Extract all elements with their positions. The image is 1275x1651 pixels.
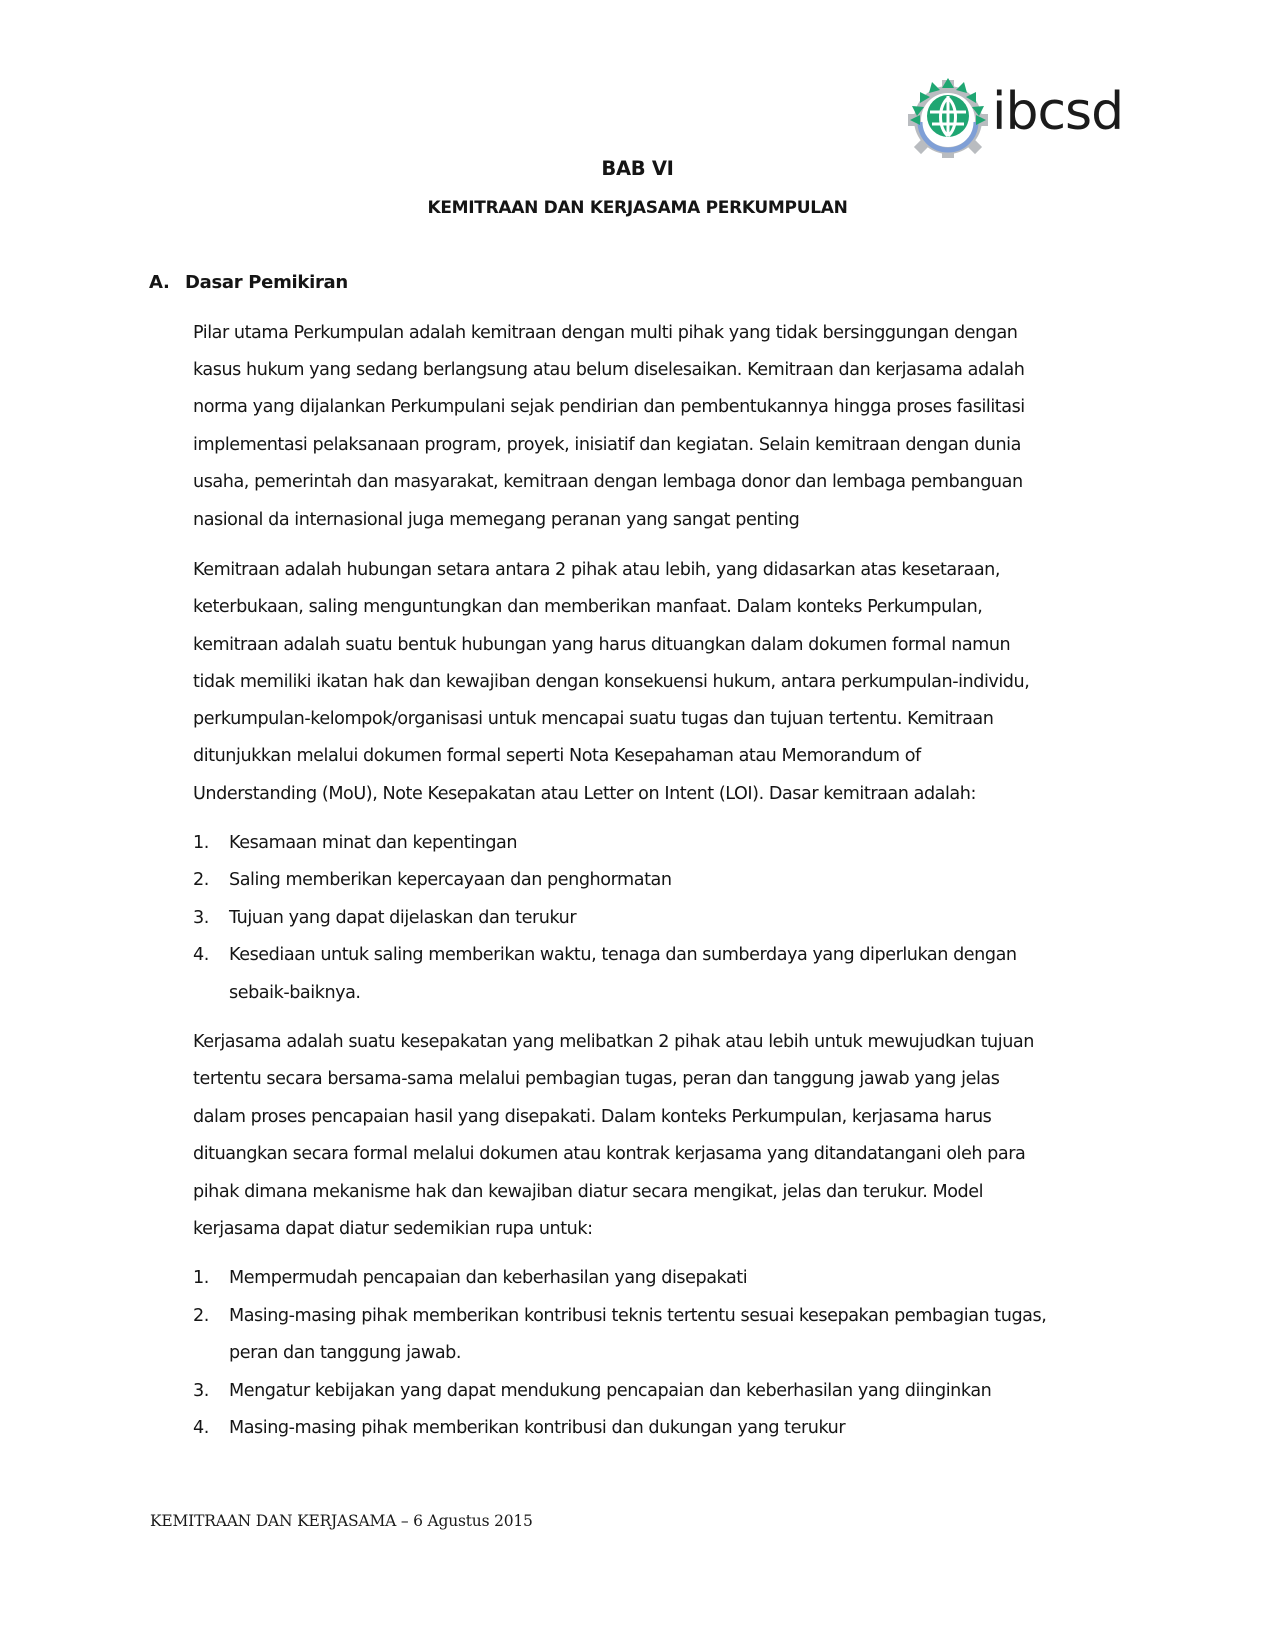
paragraph-line: Understanding (MoU), Note Kesepakatan atau Letter on Intent (LOI). Dasar kemitraan adalah:	[193, 784, 976, 804]
paragraph-line: tertentu secara bersama-sama melalui pembagian tugas, peran dan tanggung jawab yang jelas	[193, 1069, 1000, 1089]
list-item: Masing-masing pihak memberikan kontribusi dan dukungan yang terukur	[229, 1418, 846, 1438]
ibcsd-emblem-icon	[904, 70, 994, 160]
paragraph-line: pihak dimana mekanisme hak dan kewajiban diatur secara mengikat, jelas dan terukur. Model	[193, 1182, 984, 1202]
paragraph-line: perkumpulan-kelompok/organisasi untuk mencapai suatu tugas dan tujuan tertentu. Kemitraan	[193, 709, 994, 729]
paragraph-line: Kerjasama adalah suatu kesepakatan yang melibatkan 2 pihak atau lebih untuk mewujudkan tujuan	[193, 1032, 1034, 1052]
paragraph-line: norma yang dijalankan Perkumpulani sejak pendirian dan pembentukannya hingga proses fasilitasi	[193, 397, 1025, 417]
list-number: 3.	[193, 1381, 209, 1401]
list-item: Kesamaan minat dan kepentingan	[229, 833, 518, 853]
paragraph-line: nasional da internasional juga memegang peranan yang sangat penting	[193, 510, 800, 530]
list-number: 1.	[193, 1268, 209, 1288]
paragraph-line: ditunjukkan melalui dokumen formal seperti Nota Kesepahaman atau Memorandum of	[193, 746, 921, 766]
paragraph-line: implementasi pelaksanaan program, proyek, inisiatif dan kegiatan. Selain kemitraan dengan dunia	[193, 435, 1021, 455]
list-item: Kesediaan untuk saling memberikan waktu, tenaga dan sumberdaya yang diperlukan dengan	[229, 945, 1017, 965]
chapter-title: BAB VI	[601, 157, 674, 180]
section-heading: Dasar Pemikiran	[185, 272, 348, 293]
paragraph-line: kemitraan adalah suatu bentuk hubungan yang harus dituangkan dalam dokumen formal namun	[193, 635, 1011, 655]
list-number: 1.	[193, 833, 209, 853]
ibcsd-logo	[904, 70, 1124, 160]
paragraph-line: keterbukaan, saling menguntungkan dan memberikan manfaat. Dalam konteks Perkumpulan,	[193, 597, 983, 617]
list-item: Masing-masing pihak memberikan kontribusi teknis tertentu sesuai kesepakan pembagian tugas,	[229, 1306, 1047, 1326]
list-item-continuation: sebaik-baiknya.	[229, 983, 361, 1003]
logo-wordmark: ibcsd	[992, 82, 1124, 142]
list-number: 4.	[193, 1418, 209, 1438]
chapter-subtitle: KEMITRAAN DAN KERJASAMA PERKUMPULAN	[427, 198, 848, 218]
list-number: 4.	[193, 945, 209, 965]
paragraph-line: Kemitraan adalah hubungan setara antara 2 pihak atau lebih, yang didasarkan atas kesetaraan,	[193, 560, 1001, 580]
list-item: Mempermudah pencapaian dan keberhasilan yang disepakati	[229, 1268, 748, 1288]
list-item-continuation: peran dan tanggung jawab.	[229, 1343, 462, 1363]
page-footer: KEMITRAAN DAN KERJASAMA – 6 Agustus 2015	[150, 1512, 533, 1530]
list-number: 2.	[193, 870, 209, 890]
paragraph-line: usaha, pemerintah dan masyarakat, kemitraan dengan lembaga donor dan lembaga pembanguan	[193, 472, 1023, 492]
paragraph-line: dituangkan secara formal melalui dokumen atau kontrak kerjasama yang ditandatangani oleh para	[193, 1144, 1026, 1164]
paragraph-line: dalam proses pencapaian hasil yang disepakati. Dalam konteks Perkumpulan, kerjasama harus	[193, 1107, 992, 1127]
section-marker: A.	[149, 272, 170, 293]
paragraph-line: kasus hukum yang sedang berlangsung atau belum diselesaikan. Kemitraan dan kerjasama adalah	[193, 360, 1025, 380]
list-number: 2.	[193, 1306, 209, 1326]
paragraph-line: kerjasama dapat diatur sedemikian rupa untuk:	[193, 1219, 593, 1239]
paragraph-line: tidak memiliki ikatan hak dan kewajiban dengan konsekuensi hukum, antara perkumpulan-individu,	[193, 672, 1030, 692]
list-number: 3.	[193, 908, 209, 928]
list-item: Tujuan yang dapat dijelaskan dan terukur	[229, 908, 577, 928]
list-item: Saling memberikan kepercayaan dan penghormatan	[229, 870, 672, 890]
paragraph-line: Pilar utama Perkumpulan adalah kemitraan dengan multi pihak yang tidak bersinggungan dengan	[193, 323, 1018, 343]
list-item: Mengatur kebijakan yang dapat mendukung pencapaian dan keberhasilan yang diinginkan	[229, 1381, 992, 1401]
